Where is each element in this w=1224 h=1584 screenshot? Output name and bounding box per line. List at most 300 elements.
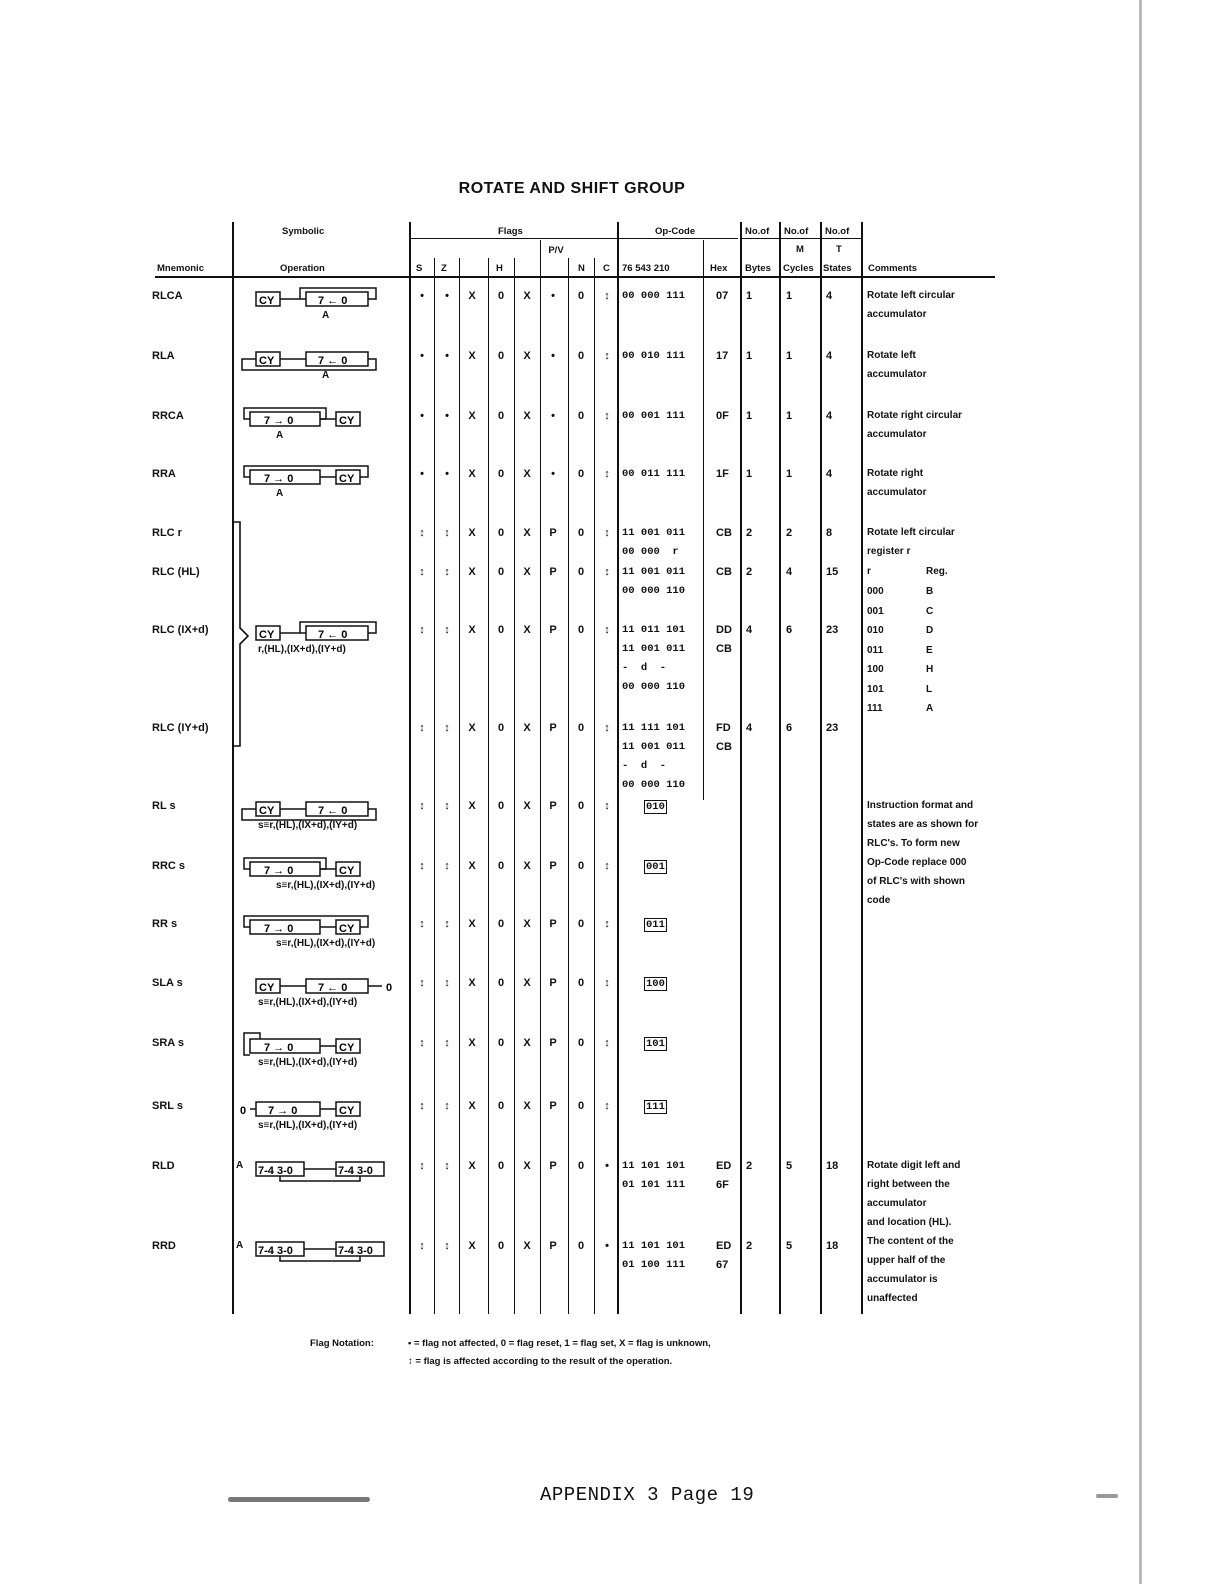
comment-line: Rotate digit left and — [867, 1160, 961, 1171]
bit-range-label: 7 → 0 — [268, 1105, 298, 1117]
scan-edge — [1139, 0, 1142, 1584]
mcycles-value: 2 — [786, 527, 793, 539]
rotate-diagram-svg — [240, 1156, 410, 1182]
flag-value: ↕ — [604, 918, 610, 930]
tstates-value: 23 — [826, 722, 839, 734]
opcode-line: 11 011 101 — [622, 624, 686, 636]
col-divider — [740, 222, 742, 1314]
rotate-diagram-svg — [240, 1033, 410, 1059]
mnemonic: RLD — [152, 1160, 175, 1172]
flag-value: X — [523, 918, 531, 930]
reg-name: L — [926, 683, 933, 695]
comment-line: accumulator — [867, 309, 927, 320]
flag-value: X — [468, 800, 476, 812]
flag-value: • — [420, 468, 424, 480]
opcode-line: 11 001 011 — [622, 566, 686, 578]
flag-value: ↕ — [444, 800, 450, 812]
cy-label: CY — [259, 805, 275, 817]
flag-value: ↕ — [419, 1100, 425, 1112]
opcode-replacement: 100 — [646, 978, 665, 990]
flag-value: • — [605, 1240, 609, 1252]
nibble-label: 7-4 3-0 — [338, 1165, 373, 1177]
flag-value: X — [468, 624, 476, 636]
mcycles-value: 6 — [786, 722, 793, 734]
comment-line: of RLC's with shown — [867, 876, 965, 887]
flag-value: X — [468, 1160, 476, 1172]
flag-value: • — [605, 1160, 609, 1172]
cy-label: CY — [259, 982, 275, 994]
reg-code: 010 — [867, 625, 884, 636]
header-mcycles-2: M — [796, 244, 804, 255]
flag-value: 0 — [577, 527, 585, 539]
rotate-diagram-svg — [240, 973, 410, 999]
tstates-value: 15 — [826, 566, 839, 578]
comment-line: accumulator — [867, 1198, 927, 1209]
flag-value: ↕ — [419, 860, 425, 872]
operation-label: A — [236, 1160, 244, 1171]
col-divider — [617, 222, 619, 1314]
cy-label: CY — [259, 295, 275, 307]
bit-range-label: 7 ← 0 — [318, 355, 348, 367]
operation-label: A — [322, 370, 330, 381]
hex-value: 6F — [716, 1179, 729, 1191]
rotate-diagram-svg — [240, 1096, 410, 1122]
flag-value: ↕ — [604, 1037, 610, 1049]
tstates-value: 4 — [826, 410, 833, 422]
bit-range-label: 7 ← 0 — [318, 805, 348, 817]
bit-range-label: 7 ← 0 — [318, 295, 348, 307]
flag-value: P — [549, 977, 557, 989]
flag-value: ↕ — [604, 860, 610, 872]
col-divider — [488, 258, 489, 1314]
flag-value: 0 — [577, 468, 585, 480]
flag-value: 0 — [497, 566, 505, 578]
flag-value: X — [523, 977, 531, 989]
rotate-diagram-svg — [240, 464, 410, 490]
col-divider — [779, 222, 781, 1314]
flag-value: 0 — [577, 977, 585, 989]
bytes-value: 2 — [746, 527, 753, 539]
rotate-diagram-svg — [240, 286, 410, 312]
flag-value: X — [523, 410, 531, 422]
hex-value: ED — [716, 1240, 732, 1252]
comment-line: Rotate right circular — [867, 410, 963, 421]
flag-value: • — [551, 350, 555, 362]
hex-value: 1F — [716, 468, 729, 480]
flag-value: • — [445, 410, 449, 422]
rotate-diagram — [240, 1236, 410, 1267]
flag-value: ↕ — [419, 624, 425, 636]
flag-value: ↕ — [604, 1100, 610, 1112]
opcode-line: 00 000 r — [622, 546, 679, 558]
nibble-label: 7-4 3-0 — [258, 1245, 293, 1257]
flag-value: ↕ — [444, 624, 450, 636]
header-opcode: Op-Code — [655, 226, 696, 237]
operation-label: s≡r,(HL),(IX+d),(IY+d) — [258, 820, 358, 831]
col-divider — [540, 240, 541, 1314]
flag-value: 0 — [577, 1037, 585, 1049]
reg-code: 111 — [867, 703, 883, 714]
rotate-diagram-svg — [240, 346, 410, 372]
mnemonic: RRCA — [152, 410, 184, 422]
comment-line: Rotate right — [867, 468, 924, 479]
comment-line: accumulator is — [867, 1274, 938, 1285]
mnemonic: RRD — [152, 1240, 176, 1252]
header-comments: Comments — [868, 263, 918, 274]
flag-value: P — [549, 1240, 557, 1252]
opcode-line: 11 001 011 — [622, 643, 686, 655]
operation-label: A — [236, 1240, 244, 1251]
flag-value: 0 — [577, 722, 585, 734]
reg-code: 100 — [867, 664, 884, 675]
header-bytes-1: No.of — [745, 226, 770, 237]
flag-value: X — [468, 722, 476, 734]
mnemonic: RLC r — [152, 527, 182, 539]
opcode-line: 01 101 111 — [622, 1179, 686, 1191]
flag-value: X — [468, 468, 476, 480]
tstates-value: 8 — [826, 527, 833, 539]
header-hex: Hex — [710, 263, 728, 274]
cy-label: CY — [339, 473, 355, 485]
rotate-diagram-svg — [240, 796, 410, 822]
opcode-replacement: 111 — [646, 1101, 665, 1113]
flag-value: X — [523, 350, 531, 362]
flag-value: • — [551, 410, 555, 422]
flag-value: ↕ — [419, 1160, 425, 1172]
comment-line: Op-Code replace 000 — [867, 857, 967, 868]
operation-label: A — [276, 488, 284, 499]
flag-value: • — [445, 290, 449, 302]
flag-value: X — [468, 350, 476, 362]
bit-range-label: 7 ← 0 — [318, 629, 348, 641]
flag-value: P — [549, 1037, 557, 1049]
flag-value: • — [551, 290, 555, 302]
flag-value: • — [420, 290, 424, 302]
header-flags: Flags — [498, 226, 523, 237]
bytes-value: 2 — [746, 1160, 753, 1172]
opcode-line: 00 001 111 — [622, 410, 686, 422]
scan-smudge — [228, 1497, 370, 1502]
mcycles-value: 5 — [786, 1240, 793, 1252]
flag-value: ↕ — [444, 860, 450, 872]
flag-value: P — [549, 624, 557, 636]
rotate-diagram-svg — [240, 620, 410, 646]
comment-line: and location (HL). — [867, 1217, 952, 1228]
rlc-group-brace — [232, 520, 252, 750]
header-flag-z: Z — [441, 263, 447, 274]
flag-value: ↕ — [419, 800, 425, 812]
col-divider — [703, 240, 704, 800]
comment-line: RLC's. To form new — [867, 838, 960, 849]
bit-range-label: 7 → 0 — [264, 415, 294, 427]
operation-label: A — [322, 310, 330, 321]
bit-range-label: 7 → 0 — [264, 923, 294, 935]
header-operation: Operation — [280, 263, 325, 274]
flag-value: X — [468, 860, 476, 872]
mnemonic: SRL s — [152, 1100, 183, 1112]
flag-notation-line2: ↕ = flag is affected according to the result of the operation. — [408, 1356, 673, 1367]
rotate-diagram-svg — [240, 406, 410, 432]
opcode-replacement: 011 — [646, 919, 665, 931]
cy-label: CY — [339, 1042, 355, 1054]
flag-value: 0 — [497, 527, 505, 539]
header-symbolic: Symbolic — [282, 226, 325, 237]
opcode-line: 00 000 110 — [622, 779, 686, 791]
hex-value: CB — [716, 643, 732, 655]
flag-value: ↕ — [604, 290, 610, 302]
flag-value: X — [523, 1240, 531, 1252]
hex-value: CB — [716, 741, 732, 753]
bytes-value: 1 — [746, 468, 753, 480]
hex-value: DD — [716, 624, 732, 636]
flag-value: ↕ — [604, 566, 610, 578]
flag-value: 0 — [577, 410, 585, 422]
cy-label: CY — [259, 629, 275, 641]
comment-line: accumulator — [867, 487, 927, 498]
flag-value: • — [420, 410, 424, 422]
flag-notation-line1: • = flag not affected, 0 = flag reset, 1 = flag set, X = flag is unknown, — [408, 1338, 711, 1349]
mcycles-value: 5 — [786, 1160, 793, 1172]
comment-line: unaffected — [867, 1293, 918, 1304]
reg-head-r: r — [867, 566, 871, 577]
zero-in-label: 0 — [386, 982, 393, 994]
flag-value: X — [468, 977, 476, 989]
flag-value: X — [523, 1037, 531, 1049]
flag-value: P — [549, 527, 557, 539]
flag-value: X — [523, 527, 531, 539]
header-opcode-bits: 76 543 210 — [622, 263, 670, 274]
rotate-diagram — [240, 464, 410, 495]
bit-range-label: 7 → 0 — [264, 1042, 294, 1054]
opcode-line: 00 000 111 — [622, 290, 686, 302]
opcode-line: 00 000 110 — [622, 585, 686, 597]
flag-value: P — [549, 722, 557, 734]
flag-value: ↕ — [444, 1037, 450, 1049]
tstates-value: 4 — [826, 350, 833, 362]
bytes-value: 4 — [746, 722, 753, 734]
col-divider — [434, 258, 435, 1314]
flag-value: ↕ — [604, 800, 610, 812]
header-mnemonic: Mnemonic — [157, 263, 204, 274]
flag-value: 0 — [577, 624, 585, 636]
reg-code: 001 — [867, 605, 884, 617]
tstates-value: 23 — [826, 624, 839, 636]
tstates-value: 18 — [826, 1160, 839, 1172]
flag-value: ↕ — [444, 977, 450, 989]
opcode-line: 11 111 101 — [622, 722, 686, 734]
reg-head-reg: Reg. — [926, 566, 948, 577]
cy-label: CY — [339, 415, 355, 427]
flag-value: 0 — [497, 1240, 505, 1252]
header-flag-c: C — [603, 263, 610, 274]
opcode-line: 11 101 101 — [622, 1240, 686, 1252]
flag-value: 0 — [497, 918, 505, 930]
zero-in-label: 0 — [240, 1105, 247, 1117]
comment-line: Rotate left circular — [867, 290, 955, 301]
rotate-diagram — [240, 1156, 410, 1187]
col-divider — [514, 258, 515, 1314]
flag-value: P — [549, 918, 557, 930]
bytes-value: 2 — [746, 566, 753, 578]
col-divider — [861, 222, 863, 1314]
flag-value: ↕ — [419, 566, 425, 578]
flag-value: 0 — [577, 800, 585, 812]
tstates-value: 4 — [826, 290, 833, 302]
flag-value: 0 — [577, 860, 585, 872]
flag-value: 0 — [497, 350, 505, 362]
opcode-replacement: 101 — [646, 1038, 665, 1050]
flag-value: ↕ — [604, 410, 610, 422]
cy-label: CY — [339, 865, 355, 877]
flag-value: X — [468, 566, 476, 578]
nibble-label: 7-4 3-0 — [338, 1245, 373, 1257]
hex-value: CB — [716, 527, 732, 539]
flag-value: 0 — [497, 860, 505, 872]
mcycles-value: 1 — [786, 410, 793, 422]
comment-line: Instruction format and — [867, 800, 974, 811]
mnemonic: RLA — [152, 350, 175, 362]
comment-line: states are as shown for — [867, 819, 979, 830]
flag-value: P — [549, 1100, 557, 1112]
flag-value: X — [468, 1240, 476, 1252]
page-footer: APPENDIX 3 Page 19 — [540, 1484, 755, 1506]
header-tstates-2: T — [836, 244, 842, 255]
flag-value: 0 — [577, 566, 585, 578]
flag-value: 0 — [577, 918, 585, 930]
mnemonic: RLC (HL) — [152, 566, 200, 578]
opcode-subrule — [618, 238, 738, 239]
flag-value: 0 — [497, 410, 505, 422]
mcycles-value: 1 — [786, 468, 793, 480]
flag-value: ↕ — [444, 1240, 450, 1252]
mnemonic: RLC (IY+d) — [152, 722, 209, 734]
col-divider — [568, 258, 569, 1314]
opcode-line: 00 010 111 — [622, 350, 686, 362]
flag-value: 0 — [577, 290, 585, 302]
flag-value: ↕ — [419, 722, 425, 734]
flag-value: • — [551, 468, 555, 480]
flag-value: X — [523, 290, 531, 302]
mnemonic: RRC s — [152, 860, 186, 872]
flag-value: X — [523, 722, 531, 734]
reg-code: 000 — [867, 586, 884, 597]
col-divider — [594, 258, 595, 1314]
cy-label: CY — [339, 1105, 355, 1117]
flag-value: ↕ — [444, 1100, 450, 1112]
mnemonic: RLC (IX+d) — [152, 624, 209, 636]
header-tstates-3: States — [823, 263, 852, 274]
bytes-value: 4 — [746, 624, 753, 636]
hex-value: 07 — [716, 290, 729, 302]
header-mcycles-3: Cycles — [783, 263, 814, 274]
mnemonic: RRA — [152, 468, 176, 480]
flag-value: P — [549, 566, 557, 578]
flags-subrule — [410, 238, 618, 239]
flag-value: 0 — [497, 1037, 505, 1049]
tstates-value: 18 — [826, 1240, 839, 1252]
bytes-value: 1 — [746, 350, 753, 362]
comment-line: right between the — [867, 1179, 950, 1190]
bit-range-label: 7 → 0 — [264, 865, 294, 877]
mcycles-value: 4 — [786, 566, 793, 578]
flag-value: ↕ — [419, 1037, 425, 1049]
hex-value: ED — [716, 1160, 732, 1172]
header-flag-pv: P/V — [548, 245, 564, 256]
flag-value: 0 — [497, 624, 505, 636]
rotate-diagram-svg — [240, 1236, 410, 1262]
flag-value: ↕ — [444, 566, 450, 578]
flag-value: X — [468, 527, 476, 539]
col-divider — [820, 222, 822, 1314]
rotate-diagram — [240, 406, 410, 437]
opcode-line: - d - — [622, 662, 667, 674]
flag-value: 0 — [577, 1100, 585, 1112]
flag-value: ↕ — [419, 918, 425, 930]
data-path — [244, 1033, 260, 1055]
flag-value: • — [420, 350, 424, 362]
flag-value: 0 — [497, 1160, 505, 1172]
hex-value: FD — [716, 722, 731, 734]
flag-value: X — [523, 1100, 531, 1112]
comment-line: upper half of the — [867, 1255, 946, 1266]
nibble-label: 7-4 3-0 — [258, 1165, 293, 1177]
reg-name: C — [926, 605, 934, 617]
opcode-line: 00 011 111 — [622, 468, 686, 480]
comment-line: register r — [867, 546, 911, 557]
comment-line: The content of the — [867, 1236, 954, 1247]
cy-label: CY — [259, 355, 275, 367]
opcode-line: - d - — [622, 760, 667, 772]
col-divider — [232, 222, 234, 1314]
header-tstates-1: No.of — [825, 226, 850, 237]
comment-line: code — [867, 895, 891, 906]
mnemonic: SLA s — [152, 977, 183, 989]
flag-value: ↕ — [444, 527, 450, 539]
opcode-line: 11 101 101 — [622, 1160, 686, 1172]
flag-value: • — [445, 468, 449, 480]
flag-value: P — [549, 1160, 557, 1172]
operation-label: s≡r,(HL),(IX+d),(IY+d) — [276, 938, 376, 949]
reg-name: A — [926, 703, 934, 714]
flag-value: 0 — [497, 722, 505, 734]
operation-label: s≡r,(HL),(IX+d),(IY+d) — [276, 880, 376, 891]
reg-name: E — [926, 644, 933, 656]
opcode-line: 00 000 110 — [622, 681, 686, 693]
mcycles-value: 6 — [786, 624, 793, 636]
mnemonic: RL s — [152, 800, 176, 812]
tstates-value: 4 — [826, 468, 833, 480]
opcode-line: 11 001 011 — [622, 527, 686, 539]
flag-value: ↕ — [419, 977, 425, 989]
mcycles-value: 1 — [786, 350, 793, 362]
flag-value: ↕ — [604, 624, 610, 636]
mcycles-value: 1 — [786, 290, 793, 302]
operation-label: s≡r,(HL),(IX+d),(IY+d) — [258, 1057, 358, 1068]
comment-line: Rotate left — [867, 350, 916, 361]
flag-value: ↕ — [604, 350, 610, 362]
header-flag-n: N — [578, 263, 585, 274]
operation-label: s≡r,(HL),(IX+d),(IY+d) — [258, 1120, 358, 1131]
flag-value: 0 — [497, 468, 505, 480]
bytes-value: 1 — [746, 410, 753, 422]
rotate-diagram-svg — [240, 914, 410, 940]
flag-value: P — [549, 860, 557, 872]
flag-value: 0 — [497, 290, 505, 302]
flag-value: ↕ — [604, 722, 610, 734]
mnemonic: RR s — [152, 918, 178, 930]
reg-name: B — [926, 586, 934, 597]
scan-smudge — [1096, 1494, 1118, 1498]
